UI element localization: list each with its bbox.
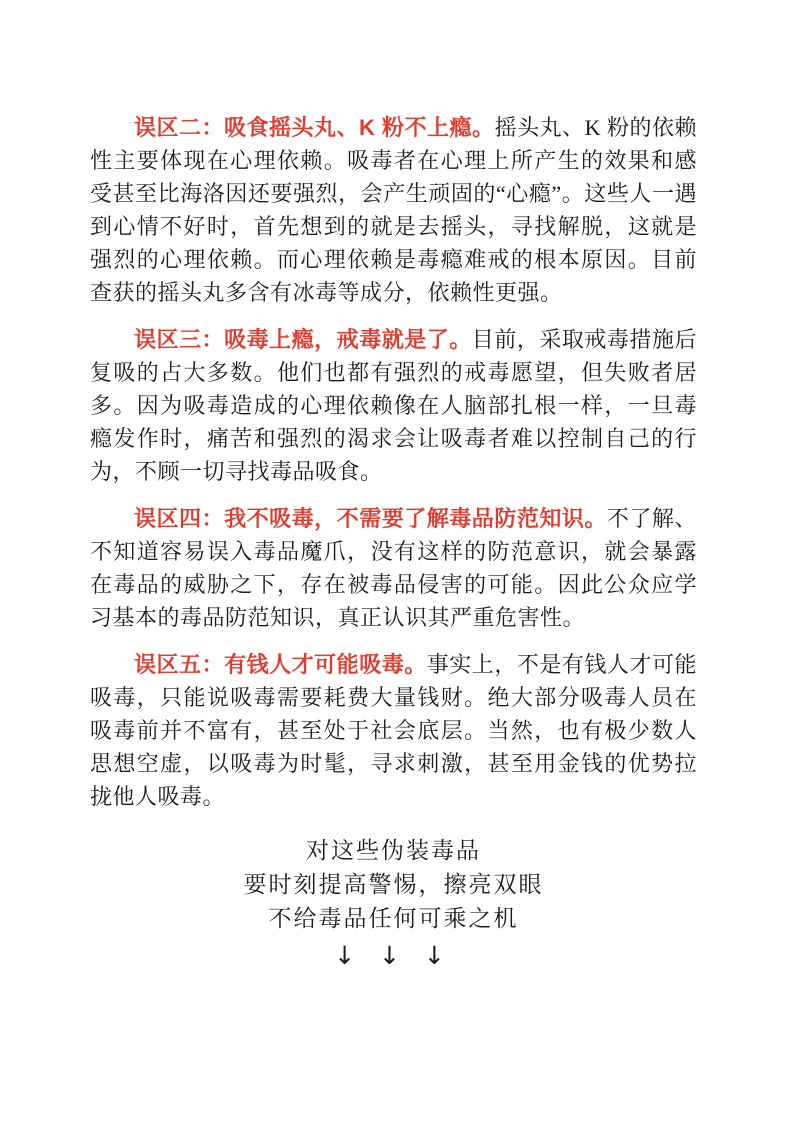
misconception-body-4: 不了解、不知道容易误入毒品魔爪，没有这样的防范意识，就会暴露在毒品的威胁之下，存在被毒品侵害的可能。因此公众应学习基本的毒品防范知识，真正认识其严重危害性。 <box>90 506 697 630</box>
closing-line-2: 要时刻提高警惕，擦亮双眼 <box>243 872 544 897</box>
misconception-body-3: 目前，采取戒毒措施后复吸的占大多数。他们也都有强烈的戒毒愿望，但失败者居多。因为吸毒造成的心理依赖像在人脑部扎根一样，一旦毒瘾发作时，痛苦和强烈的渴求会让吸毒者难以控制自己的行为，不顾一切寻找毒品吸食。 <box>90 327 697 484</box>
misconception-paragraph-2 <box>90 111 697 309</box>
closing-line-1: 对这些伪装毒品 <box>306 838 481 863</box>
misconception-paragraph-3 <box>90 323 697 488</box>
misconception-paragraph-5 <box>90 648 697 813</box>
misconception-heading-2: 误区二：吸食摇头丸、K 粉不上瘾。 <box>134 115 495 140</box>
closing-block <box>90 834 697 974</box>
misconception-paragraph-4 <box>90 502 697 634</box>
misconception-heading-3: 误区三：吸毒上瘾，戒毒就是了。 <box>134 327 472 352</box>
misconception-heading-4: 误区四：我不吸毒，不需要了解毒品防范知识。 <box>134 506 607 531</box>
misconception-heading-5: 误区五：有钱人才可能吸毒。 <box>134 652 427 677</box>
misconception-body-5: 事实上，不是有钱人才可能吸毒，只能说吸毒需要耗费大量钱财。绝大部分吸毒人员在吸毒前并不富有，甚至处于社会底层。当然，也有极少数人思想空虚，以吸毒为时髦，寻求刺激，甚至用金钱的优势拉拢他人吸毒。 <box>90 652 697 809</box>
closing-line-3: 不给毒品任何可乘之机 <box>268 906 519 931</box>
down-arrows-icon: ↓ ↓ ↓ <box>334 941 453 970</box>
misconception-body-2: 摇头丸、K 粉的依赖性主要体现在心理依赖。吸毒者在心理上所产生的效果和感受甚至比海洛因还要强烈，会产生顽固的“心瘾”。这些人一遇到心情不好时，首先想到的就是去摇头，寻找解脱，这就是强烈的心理依赖。而心理依赖是毒瘾难戒的根本原因。目前查获的摇头丸多含有冰毒等成分，依赖性更强。 <box>90 115 697 305</box>
